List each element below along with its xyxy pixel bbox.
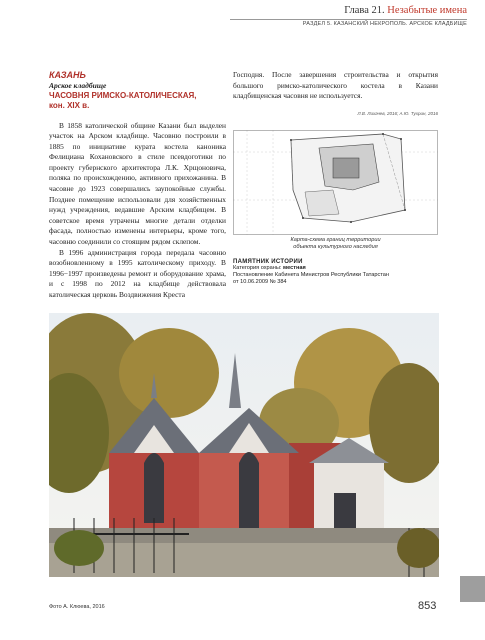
chapter-title: Незабытые имена [387,5,467,16]
map-caption [233,237,438,251]
decree-line-1: Постановление Кабинета Министров Республики Татарстан [233,272,389,279]
article-heading: ЧАСОВНЯ РИМСКО-КАТОЛИЧЕСКАЯ, [49,91,197,100]
article-period: кон. XIX в. [49,100,90,110]
map-caption-line-1: Карта-схема границ территории [290,237,381,243]
section-header: РАЗДЕЛ 5. КАЗАНСКИЙ НЕКРОПОЛЬ. АРСКОЕ КЛАДБИЩЕ [302,21,467,27]
paragraph-continuation: Господня. После завершения строительства и открытия большого римско-католического костела в Казани кладбищенская часовня не используется. [233,70,438,101]
left-column [49,70,226,301]
paragraph-1: В 1858 католической общине Казани был выделен участок на Арском кладбище. Часовню построили в 1885 по инициативе курата костела каноника Фелициана Кохановского в стиле псевдоготики по проекту губернского архитектора Л.К. Хрщоновича, поляка по происхождению, активного прихожанина. В часовне до 1923 совершались заупокойные службы. Позднее помещение использовали для хозяйственных нужд учреждения, ведавшие Арским кладбищем. В советское время утрачены многие детали отделки фасада, полностью изменены интерьеры, кроме того, часовню соединили со стоящим рядом склепом. [49,120,226,247]
city-name: КАЗАНЬ [49,70,86,80]
monument-title: ПАМЯТНИК ИСТОРИИ [233,259,303,265]
category-value: местная [283,265,306,271]
chapter-number: Глава 21. [344,5,385,16]
photo-credit: Фото А. Клюева, 2016 [49,604,105,610]
paragraph-2: В 1996 администрация города передала часовню возобновленному в 1995 католическому приходу. В 1996−1997 произведены ремонт и оборудование храма, и с 1998 по 2012 на кладбище действовала католическая церковь Воздвижения Креста [49,247,226,299]
author-credit: Л.В. Лихачев, 2016; А.Ю. Тухрин, 2016 [357,110,438,116]
category-label: Категория охраны: [233,265,282,271]
monument-info [233,259,448,287]
map-caption-line-2: объекта культурного наследия [293,244,378,250]
header-rule [230,19,467,20]
chapel-photo [49,313,439,577]
side-tab-marker [460,576,485,602]
decree-line-2: от 10.06.2009 № 384 [233,279,287,286]
page-number: 853 [418,600,437,612]
territory-map [233,130,438,235]
running-header [344,5,467,16]
right-column [233,70,438,116]
protection-category [233,265,448,272]
place-name: Арское кладбище [49,81,107,90]
